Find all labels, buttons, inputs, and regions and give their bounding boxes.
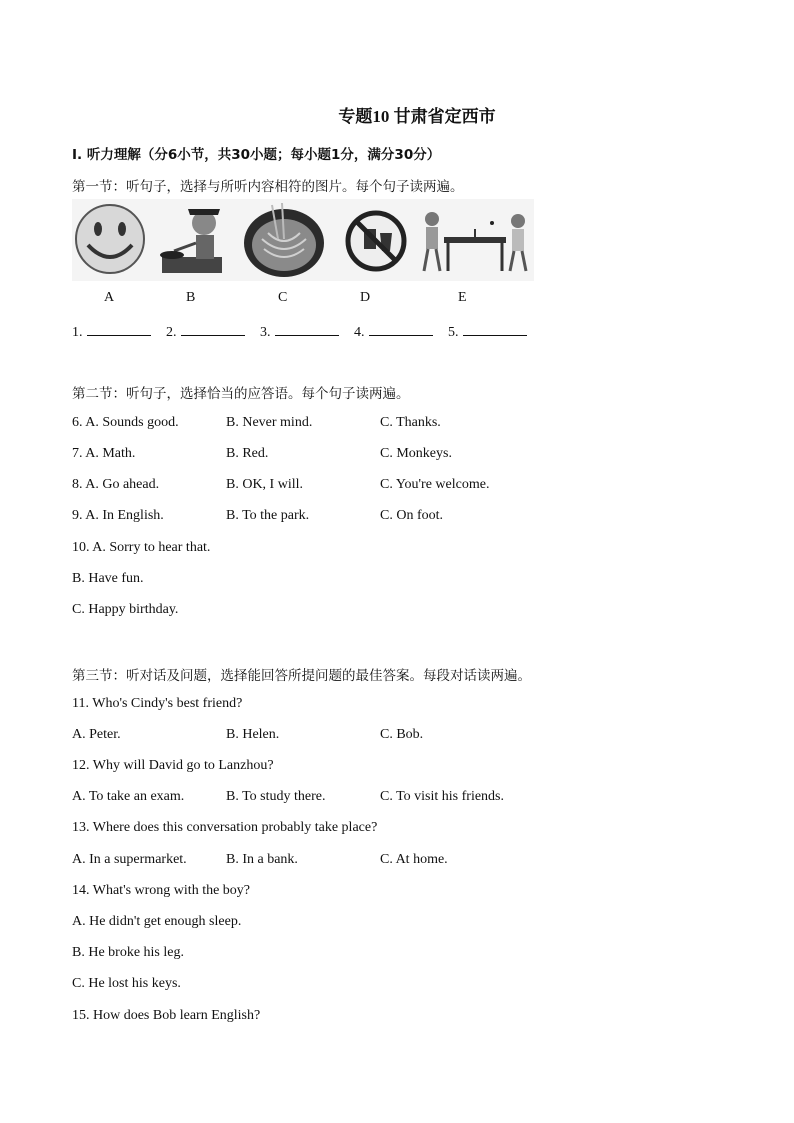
question-11-b: B. Helen. [226,727,280,742]
table-tennis-picture [424,212,526,271]
answer-blank[interactable] [275,321,339,336]
part2-instruction: 第二节：听句子，选择恰当的应答语。每个句子读两遍。 [72,386,410,402]
question-6-b: B. Never mind. [226,415,313,430]
question-11: 11. Who's Cindy's best friend? [72,696,243,711]
question-10-a: 10. A. Sorry to hear that. [72,540,211,555]
answer-blank[interactable] [87,321,151,336]
picture-label-c: C [278,290,288,305]
question-15: 15. How does Bob learn English? [72,1008,261,1023]
question-13-a: A. In a supermarket. [72,852,187,867]
question-6-a: 6. A. Sounds good. [72,415,179,430]
question-8-b: B. OK, I will. [226,477,303,492]
question-12-a: A. To take an exam. [72,789,185,804]
part1-instruction: 第一节：听句子，选择与所听内容相符的图片。每个句子读两遍。 [72,179,464,195]
no-food-drink-sign-picture [348,213,404,269]
page-title: 专题10 甘肃省定西市 [338,107,496,126]
question-9-c: C. On foot. [380,508,443,523]
noodles-picture [244,203,324,277]
picture-label-e: E [458,290,467,305]
question-6-c: C. Thanks. [380,415,441,430]
child-cooking-picture [160,209,222,273]
question-13: 13. Where does this conversation probably take place? [72,820,378,835]
blank-label: 5. [448,325,459,340]
blank-label: 4. [354,325,365,340]
question-14-a: A. He didn't get enough sleep. [72,914,242,929]
smiley-face-picture [76,205,144,273]
answer-blanks [72,321,539,341]
question-7-c: C. Monkeys. [380,446,452,461]
question-10-b: B. Have fun. [72,571,144,586]
question-7-a: 7. A. Math. [72,446,136,461]
question-14: 14. What's wrong with the boy? [72,883,251,898]
question-11-a: A. Peter. [72,727,121,742]
picture-label-a: A [104,290,115,305]
question-9-a: 9. A. In English. [72,508,164,523]
question-12: 12. Why will David go to Lanzhou? [72,758,274,773]
blank-label: 2. [166,325,177,340]
question-12-c: C. To visit his friends. [380,789,504,804]
answer-blank[interactable] [369,321,433,336]
question-8-a: 8. A. Go ahead. [72,477,160,492]
question-12-b: B. To study there. [226,789,326,804]
picture-strip [72,199,534,281]
question-8-c: C. You're welcome. [380,477,490,492]
section-heading: I. 听力理解（分6小节，共30小题；每小题1分，满分30分） [72,147,441,163]
picture-label-d: D [360,290,371,305]
question-9-b: B. To the park. [226,508,310,523]
answer-blank[interactable] [181,321,245,336]
blank-label: 3. [260,325,271,340]
question-7-b: B. Red. [226,446,269,461]
question-13-c: C. At home. [380,852,448,867]
picture-label-b: B [186,290,196,305]
part3-instruction: 第三节：听对话及问题，选择能回答所提问题的最佳答案。每段对话读两遍。 [72,668,531,684]
question-14-c: C. He lost his keys. [72,976,181,991]
question-13-b: B. In a bank. [226,852,298,867]
blank-label: 1. [72,325,83,340]
question-11-c: C. Bob. [380,727,424,742]
question-14-b: B. He broke his leg. [72,945,184,960]
question-10-c: C. Happy birthday. [72,602,179,617]
answer-blank[interactable] [463,321,527,336]
